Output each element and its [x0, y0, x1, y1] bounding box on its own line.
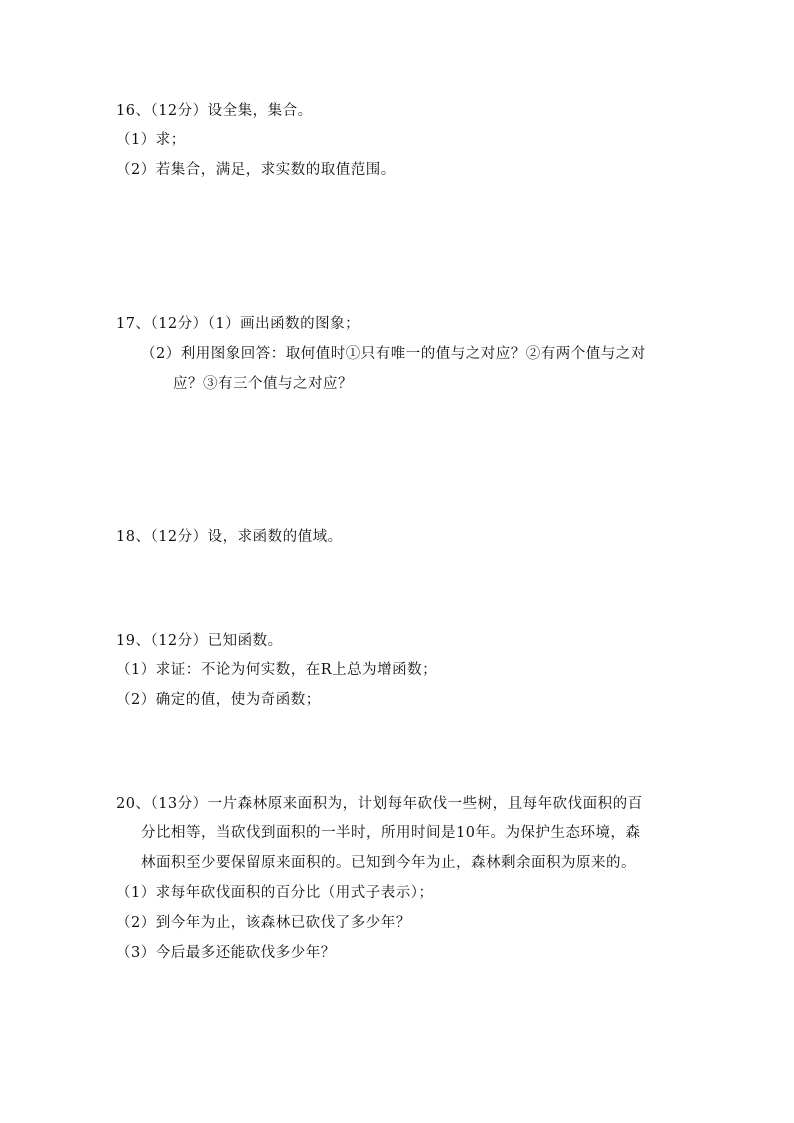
q17-part2-line2: 应？③有三个值与之对应？	[173, 376, 353, 392]
q18-stem: 18、（12分）设，求函数的值域。	[116, 529, 343, 545]
q17-part2-line1: （2）利用图象回答：取何值时①只有唯一的值与之对应？②有两个值与之对	[141, 346, 646, 362]
q17-stem: 17、（12分）（1）画出函数的图象；	[116, 316, 361, 332]
q19-part1: （1）求证：不论为何实数，在R上总为增函数；	[116, 662, 438, 678]
q20-stem-line1: 20、（13分）一片森林原来面积为，计划每年砍伐一些树，且每年砍伐面积的百	[116, 796, 643, 812]
q16-part2: （2）若集合，满足，求实数的取值范围。	[116, 162, 396, 178]
q19-stem: 19、（12分）已知函数。	[116, 633, 283, 649]
q20-stem-line3: 林面积至少要保留原来面积的。已知到今年为止，森林剩余面积为原来的。	[141, 855, 636, 871]
q19-part2: （2）确定的值，使为奇函数；	[116, 692, 321, 708]
q16-part1: （1）求；	[116, 132, 186, 148]
q16-stem: 16、（12分）设全集，集合。	[116, 103, 313, 119]
q20-part3: （3）今后最多还能砍伐多少年？	[116, 945, 336, 961]
q20-stem-line2: 分比相等，当砍伐到面积的一半时，所用时间是10年。为保护生态环境，森	[141, 825, 641, 841]
q20-part1: （1）求每年砍伐面积的百分比（用式子表示）；	[116, 885, 434, 901]
q20-part2: （2）到今年为止，该森林已砍伐了多少年？	[116, 915, 411, 931]
